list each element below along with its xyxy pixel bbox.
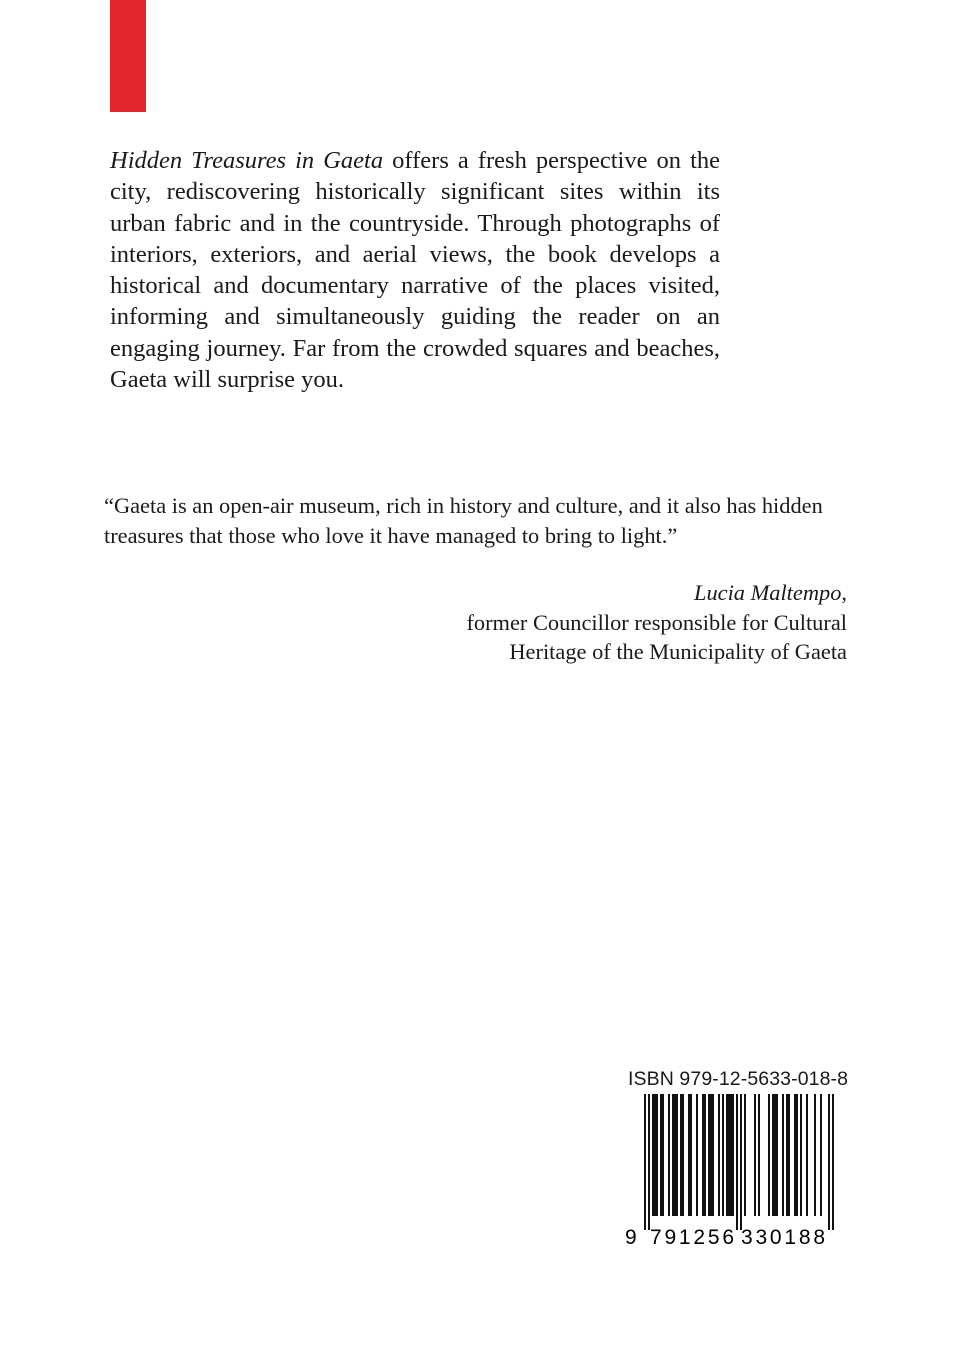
barcode-guard-bar — [736, 1094, 738, 1230]
barcode-bar — [660, 1094, 662, 1216]
barcode-bar — [704, 1094, 706, 1216]
barcode-bar — [652, 1094, 654, 1216]
quote-attribution — [327, 578, 847, 667]
quote-author-suffix: , — [841, 580, 847, 605]
barcode-bar — [774, 1094, 776, 1216]
barcode-bar — [662, 1094, 664, 1216]
barcode-bar — [656, 1094, 658, 1216]
barcode-bar — [758, 1094, 760, 1216]
isbn-label: ISBN 979-12-5633-018-8 — [628, 1068, 849, 1090]
barcode-bars — [644, 1094, 834, 1230]
barcode-bar — [730, 1094, 732, 1216]
barcode-bar — [806, 1094, 808, 1216]
barcode-bar — [688, 1094, 690, 1216]
barcode-guard-bar — [648, 1094, 650, 1230]
barcode-bar — [668, 1094, 670, 1216]
barcode-bar — [768, 1094, 770, 1216]
barcode-bar — [676, 1094, 678, 1216]
barcode-bar — [680, 1094, 682, 1216]
barcode-bar — [732, 1094, 734, 1216]
barcode-guard-bar — [828, 1094, 830, 1230]
quote-author: Lucia Maltempo — [694, 580, 842, 605]
barcode-digit-first: 9 — [625, 1226, 637, 1249]
barcode-bar — [796, 1094, 798, 1216]
barcode-bar — [794, 1094, 796, 1216]
author-role-line-2: Heritage of the Municipality of Gaeta — [509, 639, 847, 664]
attribution-name-line — [327, 578, 847, 608]
barcode — [620, 1092, 840, 1258]
barcode-guard-bar — [644, 1094, 646, 1230]
book-title: Hidden Treasures in Gaeta — [110, 147, 384, 174]
barcode-guard-bar — [832, 1094, 834, 1230]
barcode-bar — [718, 1094, 720, 1216]
isbn-barcode-block — [620, 1068, 849, 1258]
barcode-bar — [786, 1094, 788, 1216]
barcode-bar — [712, 1094, 714, 1216]
barcode-bar — [654, 1094, 656, 1216]
barcode-bar — [788, 1094, 790, 1216]
blurb-text: offers a fresh perspective on the city, rediscovering historically significant sites within its urban fabric and in the countryside. Through photographs of interiors, exteriors, and aerial views, the book develops a historical and documentary narrative of the places visited, informing and simultaneously guiding the reader on an engaging journey. Far from the crowded squares and beaches, Gaeta will surprise you. — [110, 147, 720, 394]
barcode-bar — [722, 1094, 724, 1216]
barcode-bar — [696, 1094, 698, 1216]
accent-bar — [110, 0, 146, 112]
testimonial-quote: “Gaeta is an open-air museum, rich in history and culture, and it also has hidden treasures that those who love it have managed to bring to light.” — [104, 493, 823, 548]
barcode-bar — [682, 1094, 684, 1216]
back-cover-blurb — [110, 145, 720, 395]
barcode-bar — [744, 1094, 746, 1216]
barcode-bar — [702, 1094, 704, 1216]
barcode-bar — [772, 1094, 774, 1216]
barcode-bar — [814, 1094, 816, 1216]
barcode-guard-bar — [740, 1094, 742, 1230]
barcode-bar — [782, 1094, 784, 1216]
author-role-line-1: former Councillor responsible for Cultural — [466, 609, 847, 635]
barcode-bar — [672, 1094, 674, 1216]
barcode-bar — [728, 1094, 730, 1216]
barcode-bar — [726, 1094, 728, 1216]
barcode-bar — [776, 1094, 778, 1216]
barcode-bar — [710, 1094, 712, 1216]
barcode-digits-right: 330188 — [741, 1226, 825, 1249]
barcode-bar — [754, 1094, 756, 1216]
barcode-bar — [674, 1094, 676, 1216]
barcode-bar — [800, 1094, 802, 1216]
barcode-digits-left: 791256 — [650, 1226, 734, 1249]
barcode-bar — [708, 1094, 710, 1216]
barcode-bar — [690, 1094, 692, 1216]
barcode-bar — [820, 1094, 822, 1216]
